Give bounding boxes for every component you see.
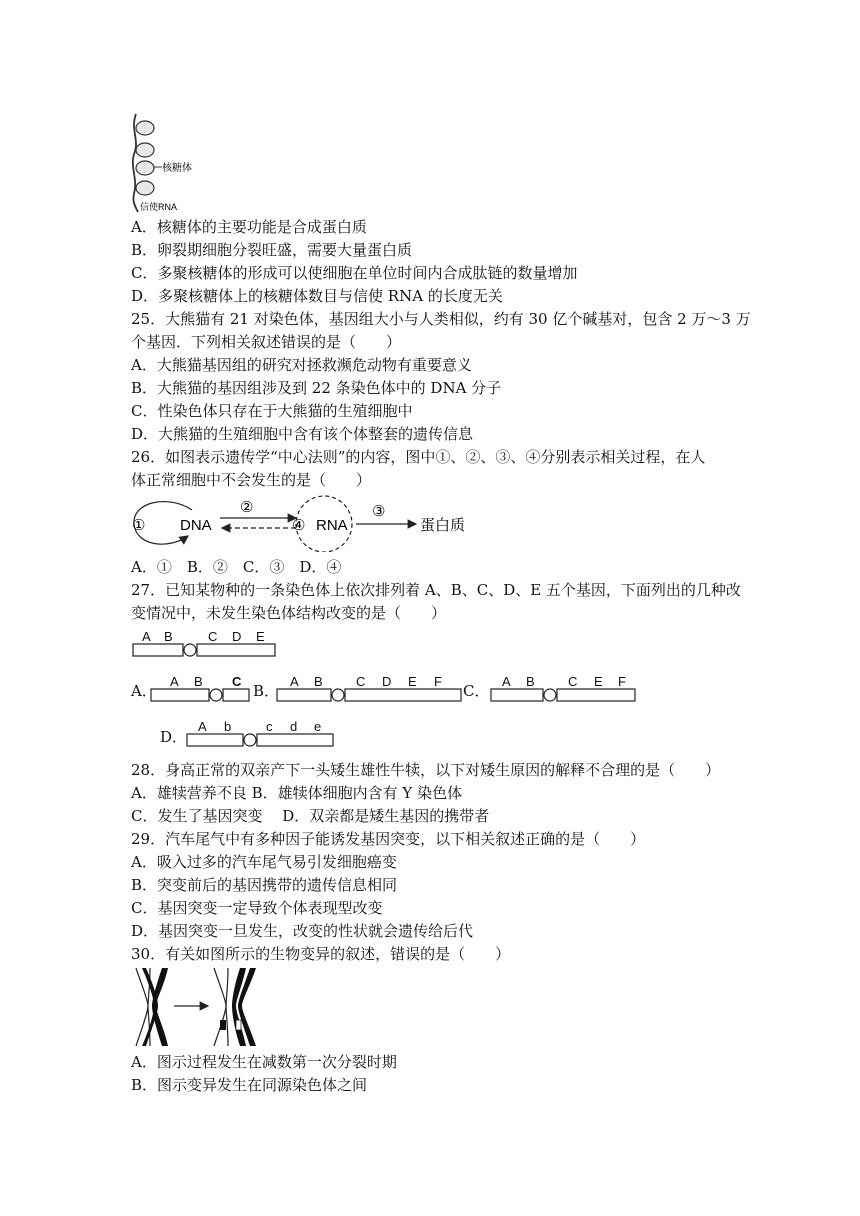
q29-option-a: A．吸入过多的汽车尾气易引发细胞癌变 [131,853,397,871]
gene-label: B [194,674,203,689]
q30-option-b: B．图示变异发生在同源染色体之间 [131,1076,368,1094]
dna-label: DNA [180,517,212,534]
q25-option-b: B．大熊猫的基因组涉及到 22 条染色体中的 DNA 分子 [131,379,502,397]
gene-label: C [356,674,366,689]
gene-label: A [198,719,207,734]
crossing-over-diagram [128,966,262,1048]
polyribosome-figure [128,110,200,214]
q25-option-a: A．大熊猫基因组的研究对拯救濒危动物有重要意义 [131,356,472,374]
crossing-over-figure [128,966,262,1048]
gene-label: B [526,674,535,689]
gene-label: E [256,629,265,644]
gene-label: A [502,674,511,689]
q27-option-c-label: C． [463,682,490,700]
gene-label: B [164,629,173,644]
q27-option-a-label: A． [131,682,157,700]
gene-label: A [142,629,151,644]
q26-stem-line-2: 体正常细胞中不会发生的是（ ） [131,471,372,489]
q27-stem-line-2: 变情况中，未发生染色体结构改变的是（ ） [131,604,447,622]
central-dogma-diagram [128,494,488,552]
gene-label: b [224,719,232,734]
q29-option-b: B．突变前后的基因携带的遗传信息相同 [131,876,398,894]
mrna-label: 信使RNA [140,202,178,212]
q30-stem: 30．有关如图所示的生物变异的叙述，错误的是（ ） [131,945,511,963]
process-3-label: ③ [372,503,386,520]
gene-label: C [568,674,578,689]
q28-stem: 28．身高正常的双亲产下一头矮生雄性牛犊，以下对矮生原因的解释不合理的是（ ） [131,761,721,779]
gene-label: c [266,719,273,734]
protein-label: 蛋白质 [420,517,466,534]
q30-option-a: A．图示过程发生在减数第一次分裂时期 [131,1053,397,1071]
q27-option-b-label: B． [253,682,280,700]
rna-label: RNA [316,517,348,534]
gene-label: E [408,674,417,689]
process-1-label: ① [132,517,146,534]
q24-option-c: C．多聚核糖体的形成可以使细胞在单位时间内合成肽链的数量增加 [131,264,578,282]
ribosome-label: 核糖体 [162,163,192,174]
central-dogma-figure [128,494,488,552]
original-chromosome [132,629,278,658]
option-c-chromosome [490,674,638,703]
gene-label: B [314,674,323,689]
q25-option-d: D．大熊猫的生殖细胞中含有该个体整套的遗传信息 [131,425,474,443]
ribosome-1 [136,121,154,135]
q24-option-d: D．多聚核糖体上的核糖体数目与信使 RNA 的长度无关 [131,287,503,305]
q29-option-c: C．基因突变一定导致个体表现型改变 [131,899,383,917]
q25-option-c: C．性染色体只存在于大熊猫的生殖细胞中 [131,402,413,420]
q24-option-a: A．核糖体的主要功能是合成蛋白质 [131,218,367,236]
q29-option-d: D．基因突变一旦发生，改变的性状就会遗传给后代 [131,922,474,940]
ribosome-2 [136,143,154,157]
gene-label: E [594,674,603,689]
gene-label: A [170,674,179,689]
gene-label: D [382,674,392,689]
q24-option-b: B．卵裂期细胞分裂旺盛，需要大量蛋白质 [131,241,413,259]
q26-stem-line-1: 26．如图表示遗传学“中心法则”的内容，图中①、②、③、④分别表示相关过程，在人 [131,448,706,466]
q26-options: A．① B．② C．③ D．④ [131,558,342,576]
q28-options-line-2: C．发生了基因突变 D．双亲都是矮生基因的携带者 [131,807,490,825]
q27-option-d-label: D． [160,728,188,746]
process-4-label: ④ [292,517,306,534]
process-2-label: ② [240,499,254,516]
q25-stem-line-1: 25．大熊猫有 21 对染色体，基因组大小与人类相似，约有 30 亿个碱基对，包含 2 万～3 万 [131,310,751,328]
q28-options-line-1: A．雄犊营养不良 B．雄犊体细胞内含有 Y 染色体 [131,784,463,802]
polyribosome-diagram [128,110,200,214]
ribosome-3 [136,161,154,175]
gene-label: F [434,674,442,689]
gene-label: F [618,674,626,689]
q29-stem: 29．汽车尾气中有多种因子能诱发基因突变，以下相关叙述正确的是（ ） [131,830,646,848]
option-b-chromosome [276,674,464,703]
option-d-chromosome [186,719,336,748]
q25-stem-line-2: 个基因．下列相关叙述错误的是（ ） [131,333,402,351]
ribosome-4 [136,181,154,195]
gene-label: D [232,629,242,644]
gene-label: C [232,674,242,689]
option-a-chromosome [150,674,252,703]
gene-label: e [314,719,322,734]
gene-label: A [290,674,299,689]
gene-label: C [208,629,218,644]
q27-stem-line-1: 27．已知某物种的一条染色体上依次排列着 A、B、C、D、E 五个基因，下面列出的几种改 [131,581,741,599]
gene-label: d [290,719,298,734]
